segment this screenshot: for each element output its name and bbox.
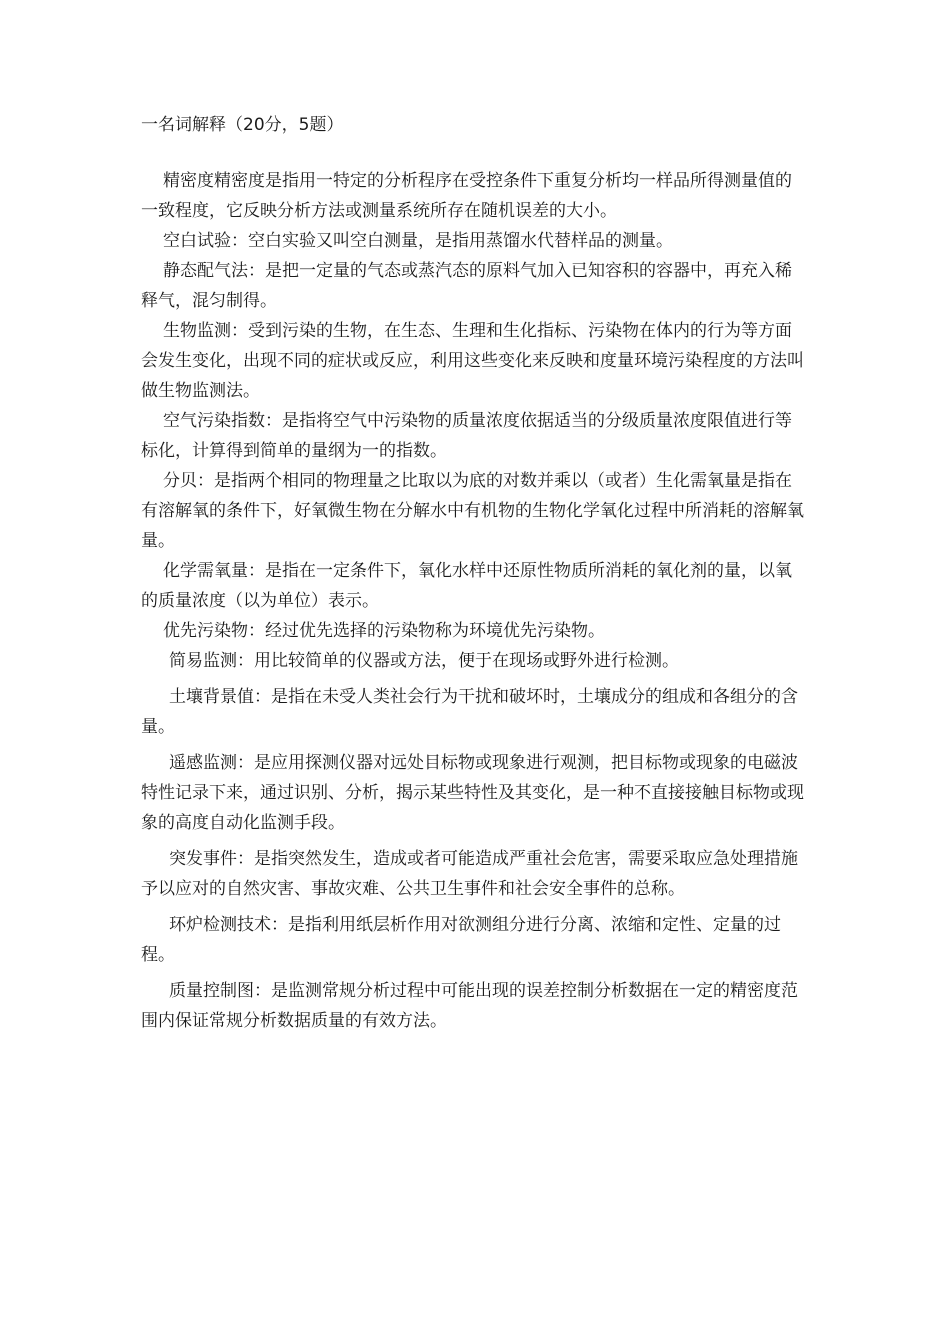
definition-simple-monitoring: 简易监测：用比较简单的仪器或方法，便于在现场或野外进行检测。 — [169, 651, 679, 671]
definition-precision: 精密度精密度是指用一特定的分析程序在受控条件下重复分析均一样品所得测量值的一致程度，它反映分析方法或测量系统所存在随机误差的大小。 — [141, 171, 792, 221]
definition-cod: 化学需氧量：是指在一定条件下，氧化水样中还原性物质所消耗的氧化剂的量，以氧的质量浓度（以为单位）表示。 — [141, 561, 792, 611]
definition-emergency-event: 突发事件：是指突然发生，造成或者可能造成严重社会危害，需要采取应急处理措施予以应对的自然灾害、事故灾难、公共卫生事件和社会安全事件的总称。 — [141, 849, 798, 899]
section-heading: 一名词解释（20分，5题） — [141, 115, 344, 135]
definition-static-gas-dilution: 静态配气法：是把一定量的气态或蒸汽态的原料气加入已知容积的容器中，再充入稀释气，混匀制得。 — [141, 261, 792, 311]
definition-air-pollution-index: 空气污染指数：是指将空气中污染物的质量浓度依据适当的分级质量浓度限值进行等标化，计算得到简单的量纲为一的指数。 — [141, 411, 792, 461]
definition-soil-background-value: 土壤背景值：是指在未受人类社会行为干扰和破坏时，土壤成分的组成和各组分的含量。 — [141, 687, 798, 737]
definition-priority-pollutants: 优先污染物：经过优先选择的污染物称为环境优先污染物。 — [163, 621, 605, 641]
definition-quality-control-chart: 质量控制图：是监测常规分析过程中可能出现的误差控制分析数据在一定的精密度范围内保证常规分析数据质量的有效方法。 — [141, 981, 798, 1031]
definition-blank-test: 空白试验：空白实验又叫空白测量，是指用蒸馏水代替样品的测量。 — [163, 231, 673, 251]
definition-ring-oven-technique: 环炉检测技术：是指利用纸层析作用对欲测组分进行分离、浓缩和定性、定量的过程。 — [141, 915, 781, 965]
definition-decibel: 分贝：是指两个相同的物理量之比取以为底的对数并乘以（或者）生化需氧量是指在有溶解氧的条件下，好氧微生物在分解水中有机物的生物化学氧化过程中所消耗的溶解氧量。 — [141, 471, 804, 551]
definition-remote-sensing: 遥感监测：是应用探测仪器对远处目标物或现象进行观测，把目标物或现象的电磁波特性记录下来，通过识别、分析，揭示某些特性及其变化，是一种不直接接触目标物或现象的高度自动化监测手段。 — [141, 753, 804, 833]
document-body — [141, 110, 807, 1036]
definition-biological-monitoring: 生物监测：受到污染的生物，在生态、生理和生化指标、污染物在体内的行为等方面会发生变化，出现不同的症状或反应，利用这些变化来反映和度量环境污染程度的方法叫做生物监测法。 — [141, 321, 804, 401]
